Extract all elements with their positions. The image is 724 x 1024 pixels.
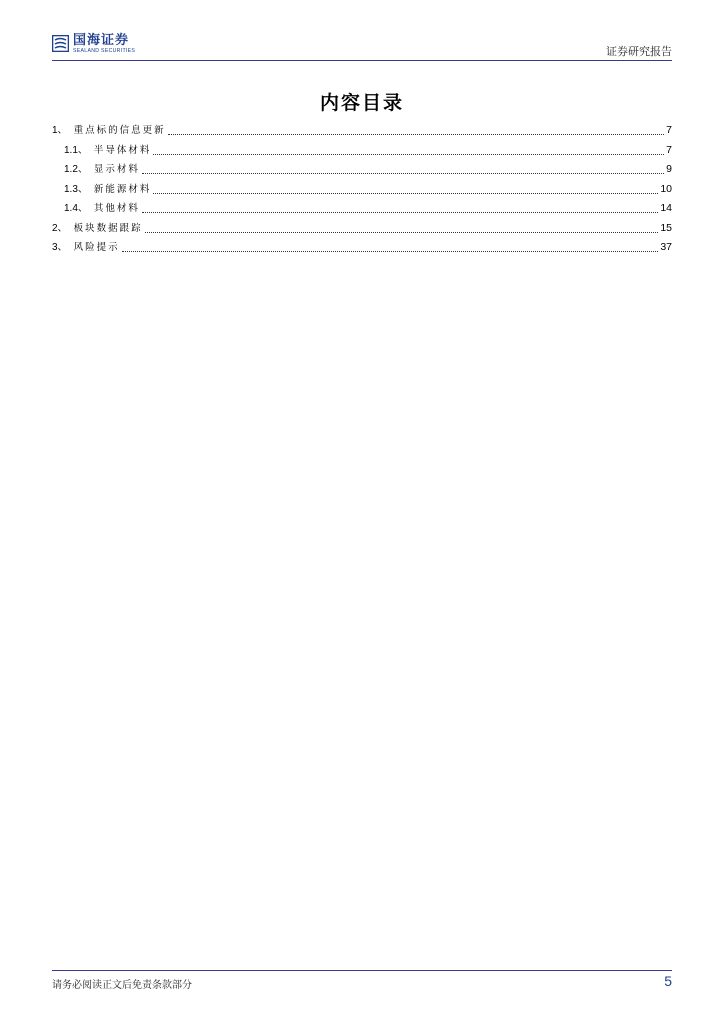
toc-entry-title: 其他材料 (93, 203, 140, 214)
page-header (52, 33, 672, 61)
table-of-contents (52, 121, 672, 258)
report-type-label: 证券研究报告 (606, 45, 672, 58)
company-logo (52, 33, 135, 57)
toc-entry[interactable] (52, 238, 672, 258)
toc-entry[interactable] (52, 199, 672, 219)
toc-dot-leader (142, 173, 664, 174)
toc-entry-title: 风险提示 (73, 242, 120, 253)
toc-entry-number: 1.2、 (64, 164, 88, 175)
toc-entry-page: 10 (660, 182, 672, 195)
toc-entry-title: 半导体材料 (93, 144, 152, 156)
toc-dot-leader (153, 193, 658, 194)
toc-entry[interactable] (52, 121, 672, 141)
toc-entry-title: 显示材料 (93, 164, 140, 175)
toc-dot-leader (122, 251, 659, 252)
toc-entry-page: 7 (666, 143, 672, 156)
logo-chinese-name: 国海证券 (73, 33, 130, 48)
toc-entry-page: 7 (666, 124, 672, 136)
disclaimer-note: 请务必阅读正文后免责条款部分 (52, 980, 192, 991)
toc-entry-number: 2、 (52, 222, 68, 234)
toc-entry-title: 板块数据跟踪 (73, 222, 143, 234)
toc-dot-leader (168, 134, 665, 135)
toc-entry[interactable] (52, 160, 672, 180)
logo-english-name: SEALAND SECURITIES (73, 48, 136, 54)
toc-dot-leader (153, 154, 664, 155)
toc-entry-number: 1、 (52, 125, 68, 136)
toc-dot-leader (145, 232, 659, 233)
toc-entry-number: 1.3、 (64, 183, 88, 195)
toc-entry[interactable] (52, 180, 672, 200)
toc-entry-number: 3、 (52, 242, 68, 253)
toc-title: 内容目录 (319, 92, 404, 114)
page-number: 5 (664, 973, 672, 989)
toc-entry-page: 9 (666, 163, 672, 175)
toc-entry[interactable] (52, 141, 672, 161)
page-footer (52, 970, 672, 991)
toc-entry-number: 1.4、 (64, 203, 88, 214)
toc-entry[interactable] (52, 219, 672, 239)
toc-entry-page: 15 (660, 221, 672, 234)
toc-entry-number: 1.1、 (64, 144, 88, 156)
toc-dot-leader (142, 212, 658, 213)
toc-entry-page: 37 (660, 241, 672, 253)
toc-entry-page: 14 (660, 202, 672, 214)
toc-entry-title: 新能源材料 (93, 183, 152, 195)
toc-entry-title: 重点标的信息更新 (73, 125, 166, 136)
sealand-logo-icon (52, 35, 69, 52)
